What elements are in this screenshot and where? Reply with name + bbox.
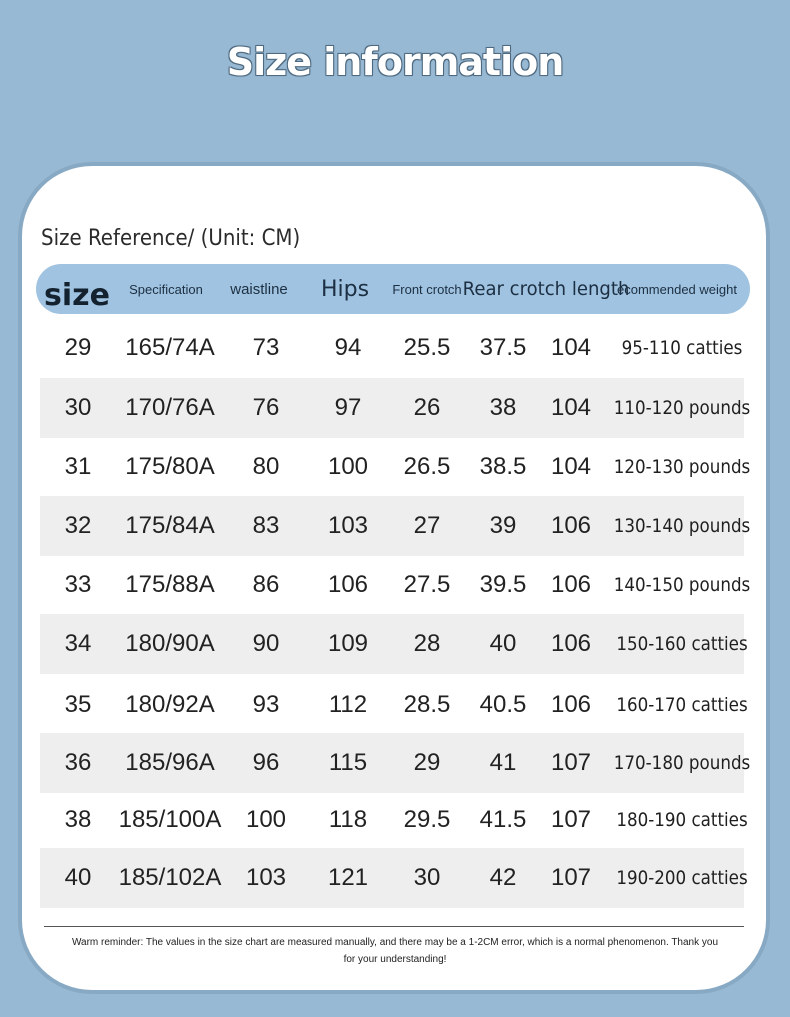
cell-size: 29 [64,334,92,361]
cell-hips: 97 [334,394,362,421]
table-row [40,437,751,497]
cell-front-crotch: 28.5 [403,691,451,718]
cell-front-crotch: 25.5 [403,334,451,361]
cell-size: 32 [64,512,92,539]
cell-hips: 103 [327,512,369,539]
cell-size: 36 [64,749,92,776]
cell-hips: 121 [327,864,369,891]
cell-hips: 106 [327,571,369,598]
cell-length: 104 [550,334,592,361]
cell-size: 40 [64,864,92,891]
page-title: Size information [226,40,564,84]
cell-specification: 165/74A [125,334,215,361]
table-subtitle: Size Reference/ (Unit: CM) [41,226,301,251]
table-row [40,675,748,735]
cell-waistline: 80 [252,453,280,480]
cell-waistline: 96 [252,749,280,776]
cell-recommended-weight: 160-170 catties [616,694,748,716]
header-rear-crotch-length: Rear crotch length [462,278,630,300]
header-size: size [44,277,110,313]
cell-hips: 112 [328,691,368,718]
cell-recommended-weight: 190-200 catties [616,867,748,889]
cell-hips: 109 [327,630,369,657]
cell-rear-crotch: 41 [489,749,517,776]
cell-hips: 118 [328,806,368,833]
cell-waistline: 73 [252,334,280,361]
cell-size: 30 [64,394,92,421]
cell-waistline: 103 [245,864,287,891]
cell-rear-crotch: 42 [489,864,517,891]
cell-rear-crotch: 40.5 [479,691,527,718]
cell-front-crotch: 29 [413,749,441,776]
table-row [40,318,744,378]
cell-recommended-weight: 95-110 catties [621,337,743,359]
cell-size: 31 [64,453,92,480]
cell-front-crotch: 26 [413,394,441,421]
cell-front-crotch: 27.5 [403,571,451,598]
cell-size: 33 [64,571,92,598]
cell-length: 106 [550,630,592,657]
table-row [40,555,751,615]
cell-front-crotch: 29.5 [403,806,451,833]
cell-rear-crotch: 39 [489,512,517,539]
cell-length: 107 [550,806,592,833]
cell-rear-crotch: 38 [489,394,517,421]
cell-recommended-weight: 120-130 pounds [613,456,751,478]
cell-length: 107 [550,749,592,776]
cell-length: 106 [550,691,592,718]
cell-length: 106 [550,571,592,598]
cell-specification: 175/84A [125,512,215,539]
cell-front-crotch: 27 [413,512,441,539]
cell-rear-crotch: 39.5 [479,571,527,598]
header-hips: Hips [320,276,370,302]
cell-waistline: 83 [252,512,280,539]
header-recommended-weight: ecommended weight [617,281,737,297]
table-row [40,378,751,438]
cell-specification: 170/76A [125,394,215,421]
cell-recommended-weight: 140-150 pounds [613,574,751,596]
divider [44,926,744,927]
cell-length: 104 [550,394,592,421]
cell-front-crotch: 30 [413,864,441,891]
cell-waistline: 100 [245,806,287,833]
table-row [40,733,751,793]
cell-size: 38 [64,806,92,833]
cell-specification: 185/102A [118,864,222,891]
cell-waistline: 76 [252,394,280,421]
cell-rear-crotch: 37.5 [479,334,527,361]
cell-front-crotch: 26.5 [403,453,451,480]
cell-recommended-weight: 130-140 pounds [613,515,751,537]
cell-rear-crotch: 41.5 [479,806,527,833]
cell-waistline: 86 [252,571,280,598]
cell-specification: 175/88A [125,571,215,598]
cell-rear-crotch: 40 [489,630,517,657]
cell-hips: 94 [334,334,362,361]
table-row [40,848,748,908]
cell-front-crotch: 28 [413,630,441,657]
cell-hips: 100 [327,453,369,480]
cell-length: 104 [550,453,592,480]
table-row [40,496,751,556]
header-waistline: waistline [230,280,288,298]
cell-waistline: 93 [252,691,280,718]
table-row [40,790,748,850]
cell-hips: 115 [328,749,368,776]
cell-size: 35 [64,691,92,718]
warm-reminder-note: Warm reminder: The values in the size chart are measured manually, and there may be a 1-2CM error, which is a normal phenomenon. Thank you for your understanding! [71,937,719,965]
table-row [40,614,748,674]
cell-specification: 185/100A [118,806,222,833]
cell-specification: 185/96A [125,749,215,776]
header-front-crotch: Front crotch [392,281,462,297]
cell-recommended-weight: 180-190 catties [616,809,748,831]
cell-specification: 180/92A [125,691,215,718]
cell-size: 34 [64,630,92,657]
cell-rear-crotch: 38.5 [479,453,527,480]
cell-length: 107 [550,864,592,891]
cell-specification: 175/80A [125,453,215,480]
cell-specification: 180/90A [125,630,215,657]
cell-recommended-weight: 170-180 pounds [613,752,751,774]
cell-recommended-weight: 150-160 catties [616,633,748,655]
cell-recommended-weight: 110-120 pounds [613,397,751,419]
cell-waistline: 90 [252,630,280,657]
header-specification: Specification [129,281,203,297]
cell-length: 106 [550,512,592,539]
